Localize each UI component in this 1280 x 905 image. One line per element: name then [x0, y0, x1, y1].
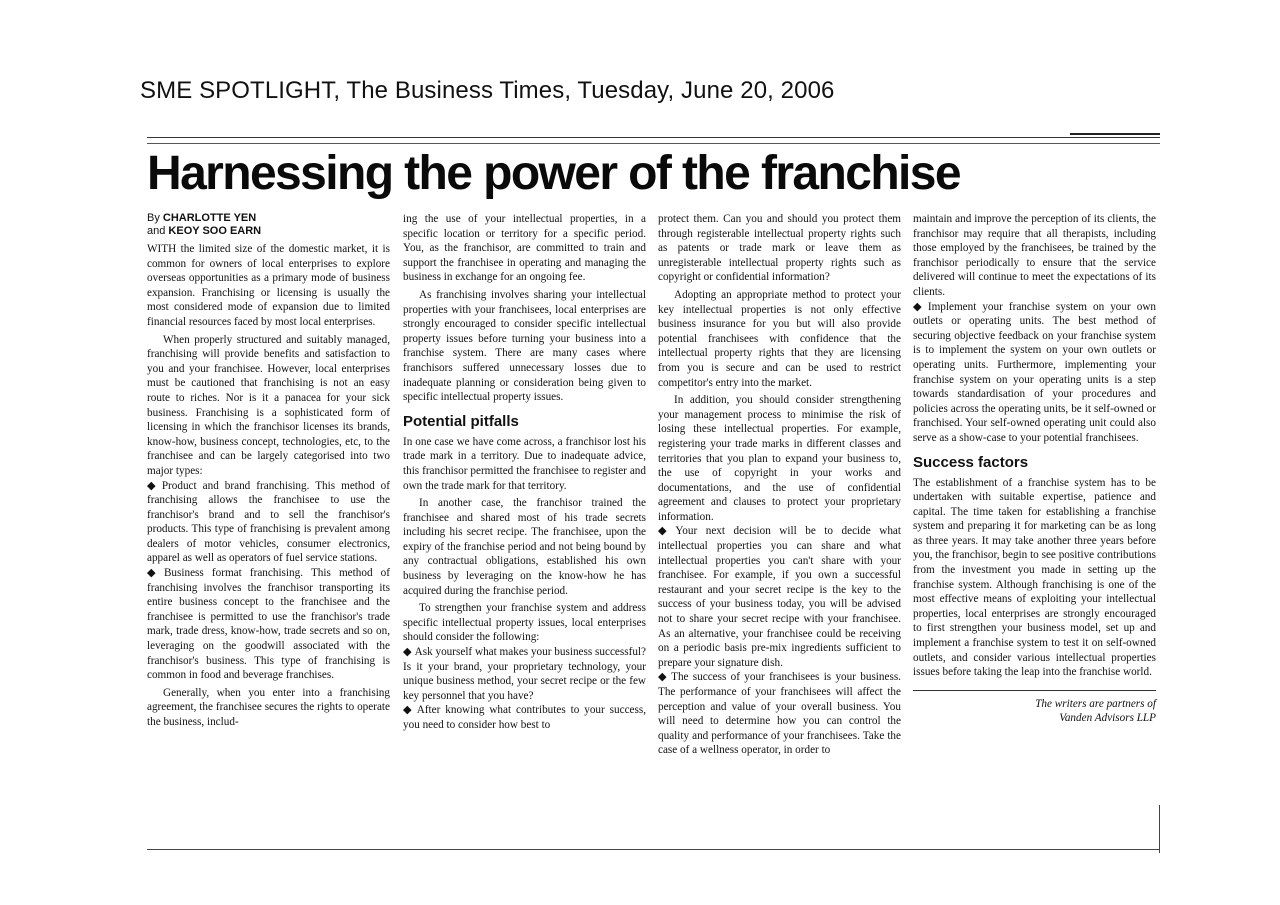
subhead-potential-pitfalls: Potential pitfalls [403, 412, 519, 430]
bullet-text: Ask yourself what makes your business successful? Is it your brand, your proprietary technology, your unique business method, your secret recipe or the few key personnel that you have? [403, 646, 646, 702]
writer-credit-line-1: The writers are partners of [1035, 697, 1156, 710]
bullet-text: Implement your franchise system on your own outlets or operating units. The best method of securing objective feedback on your franchise system is to implement the system on your own outlets or operating units. Furthermore, implementing your franchise system on your operating units is a step towards standardisation of your procedures and policies across the operating units, be it self-owned or franchised. Your self-owned operating unit could also serve as a show-case to your potential franchisees. [913, 300, 1156, 444]
byline-prefix: By [147, 212, 160, 224]
writer-credit-line-2: Vanden Advisors LLP [1059, 712, 1156, 725]
byline-conjunction: and [147, 225, 166, 237]
headline: Harnessing the power of the franchise [147, 147, 960, 200]
diamond-bullet-icon: ◆ [147, 567, 161, 580]
article-column-4 [913, 212, 1156, 726]
diamond-bullet-icon: ◆ [403, 704, 414, 717]
top-rule-secondary [147, 143, 1160, 144]
diamond-bullet-icon: ◆ [658, 671, 669, 684]
bottom-rule [147, 849, 1160, 850]
paragraph: Generally, when you enter into a franchising agreement, the franchisee secures the rights to operate the business, includ- [147, 686, 390, 728]
bullet-paragraph [658, 670, 901, 758]
byline [147, 212, 390, 238]
dateline: SME SPOTLIGHT, The Business Times, Tuesday, June 20, 2006 [140, 77, 835, 104]
byline-author-1: CHARLOTTE YEN [162, 212, 257, 224]
subhead-success-factors: Success factors [913, 453, 1029, 471]
paragraph: ing the use of your intellectual properties, in a specific location or territory for a specific period. You, as the franchisor, are committed to train and support the franchisee in operating and managing the business in exchange for an ongoing fee. [403, 213, 646, 284]
diamond-bullet-icon: ◆ [147, 479, 159, 492]
diamond-bullet-icon: ◆ [658, 525, 673, 538]
bullet-text: The success of your franchisees is your business. The performance of your franchisees will affect the perception and value of your overall business. You will need to determine how you can control the quality and performance of your franchisees. Take the case of a wellness operator, in order to [658, 671, 901, 757]
bullet-text: Business format franchising. This method of franchising involves the franchisor transporting its entire business concept to the franchisee and the franchisee is permitted to use the franchisor's trade mark, trade dress, know-how, trade secrets and so on, leveraging on the goodwill associated with the franchisor's business. This type of franchising is common in food and beverage franchises. [147, 567, 391, 682]
paragraph: WITH the limited size of the domestic market, it is common for owners of local enterprises to explore overseas opportunities as a primary mode of business expansion. Franchising or licensing is usually the most considered mode of expansion due to limited financial resources faced by most local enterprises. [147, 243, 390, 328]
bullet-paragraph [658, 524, 901, 670]
bullet-paragraph [403, 703, 646, 732]
bullet-text: Product and brand franchising. This method of franchising allows the franchisee to use the franchisor's brand and to sell the franchisor's products. This type of franchising is prevalent among dealers of motor vehicles, consumer electronics, apparel as well as operators of fuel service stations. [147, 479, 390, 565]
paragraph: In one case we have come across, a franchisor lost his trade mark in a territory. Due to inadequate advice, this franchisor permitted the franchisee to register and own the trade mark for that territory. [403, 435, 646, 492]
byline-author-2: KEOY SOO EARN [168, 225, 262, 237]
paragraph: Adopting an appropriate method to protect your key intellectual properties is not only effective business insurance for you but will also provide potential franchisees with confidence that the intellectual property rights that they are licensing from you is secure and can be used to restrict competitor's entry into the market. [658, 288, 901, 389]
paragraph: protect them. Can you and should you protect them through registerable intellectual property rights such as patents or trade mark or leave them as unregisterable intellectual property rights such as copyright or confidential information? [658, 213, 901, 284]
paragraph: maintain and improve the perception of its clients, the franchisor may require that all therapists, including those employed by the franchisees, be trained by the franchisor periodically to ensure that the service delivered will continue to meet the expectations of its clients. [913, 213, 1156, 298]
bullet-text: Your next decision will be to decide what intellectual properties you can share and what intellectual properties you can't share with your franchisee. For example, if you own a successful restaurant and your secret recipe is the key to the success of your business today, you will be advised not to share your secret recipe with your franchisee. As an alternative, your franchisee could be receiving on a periodic basis pre-mix ingredients sufficient to prepare your signature dish. [658, 525, 901, 669]
article-column-2 [403, 212, 646, 733]
bullet-paragraph [147, 566, 390, 683]
top-rule [147, 137, 1160, 138]
paragraph: In another case, the franchisor trained the franchisee and shared most of his trade secrets including his secret recipe. The franchisee, upon the expiry of the franchise period and not being bound by any contractual obligations, established his own business by leveraging on the know-how he has acquired during the franchise period. [403, 497, 646, 597]
bullet-paragraph [913, 300, 1156, 446]
paragraph: As franchising involves sharing your intellectual properties with your franchisees, local enterprises are strongly encouraged to consider specific intellectual property issues before turning your business into a franchise system. There are many cases where franchisors suffered unnecessary losses due to inadequate planning or consideration being given to specific intellectual property issues. [403, 288, 646, 404]
paragraph: In addition, you should consider strengthening your management process to minimise the risk of losing these intellectual properties. For example, registering your trade marks in different classes and territories that you plan to expand your business to, the use of copyright in your works and documentations, and the use of confidential agreement and clauses to protect your proprietary information. [658, 394, 901, 523]
article-column-1 [147, 212, 390, 730]
right-rule [1159, 805, 1160, 853]
paragraph: To strengthen your franchise system and address specific intellectual property issues, local enterprises should consider the following: [403, 602, 646, 644]
bullet-paragraph [403, 645, 646, 703]
writer-credit [913, 690, 1156, 726]
bullet-text: After knowing what contributes to your success, you need to consider how best to [403, 704, 646, 731]
diamond-bullet-icon: ◆ [403, 646, 412, 659]
article-column-3 [658, 212, 901, 758]
diamond-bullet-icon: ◆ [913, 300, 925, 313]
bullet-paragraph [147, 479, 390, 567]
top-rule-accent [1070, 133, 1160, 135]
paragraph: The establishment of a franchise system has to be undertaken with suitable expertise, patience and capital. The time taken for establishing a franchise system and preparing it for marketing can be as long as three years. It may take another three years before you, the franchisor, begin to see positive contributions from the investment you made in setting up the franchise system. Although franchising is one of the most effective means of exploiting your intellectual properties, local enterprises are strongly encouraged to first strengthen your business model, set up and implement a franchise system to test it on self-owned outlets, and consider various intellectual properties issues before taking the leap into the franchise world. [913, 476, 1156, 679]
paragraph: When properly structured and suitably managed, franchising will provide benefits and satisfaction to you and your franchisee. However, local enterprises must be cautioned that franchising is not an easy route to riches. Nor is it a panacea for your sick business. Franchising is a sophisticated form of licensing in which the franchisor licenses its brands, know-how, business concept, technologies, etc, to the franchisee and can be largely categorised into two major types: [147, 333, 390, 477]
